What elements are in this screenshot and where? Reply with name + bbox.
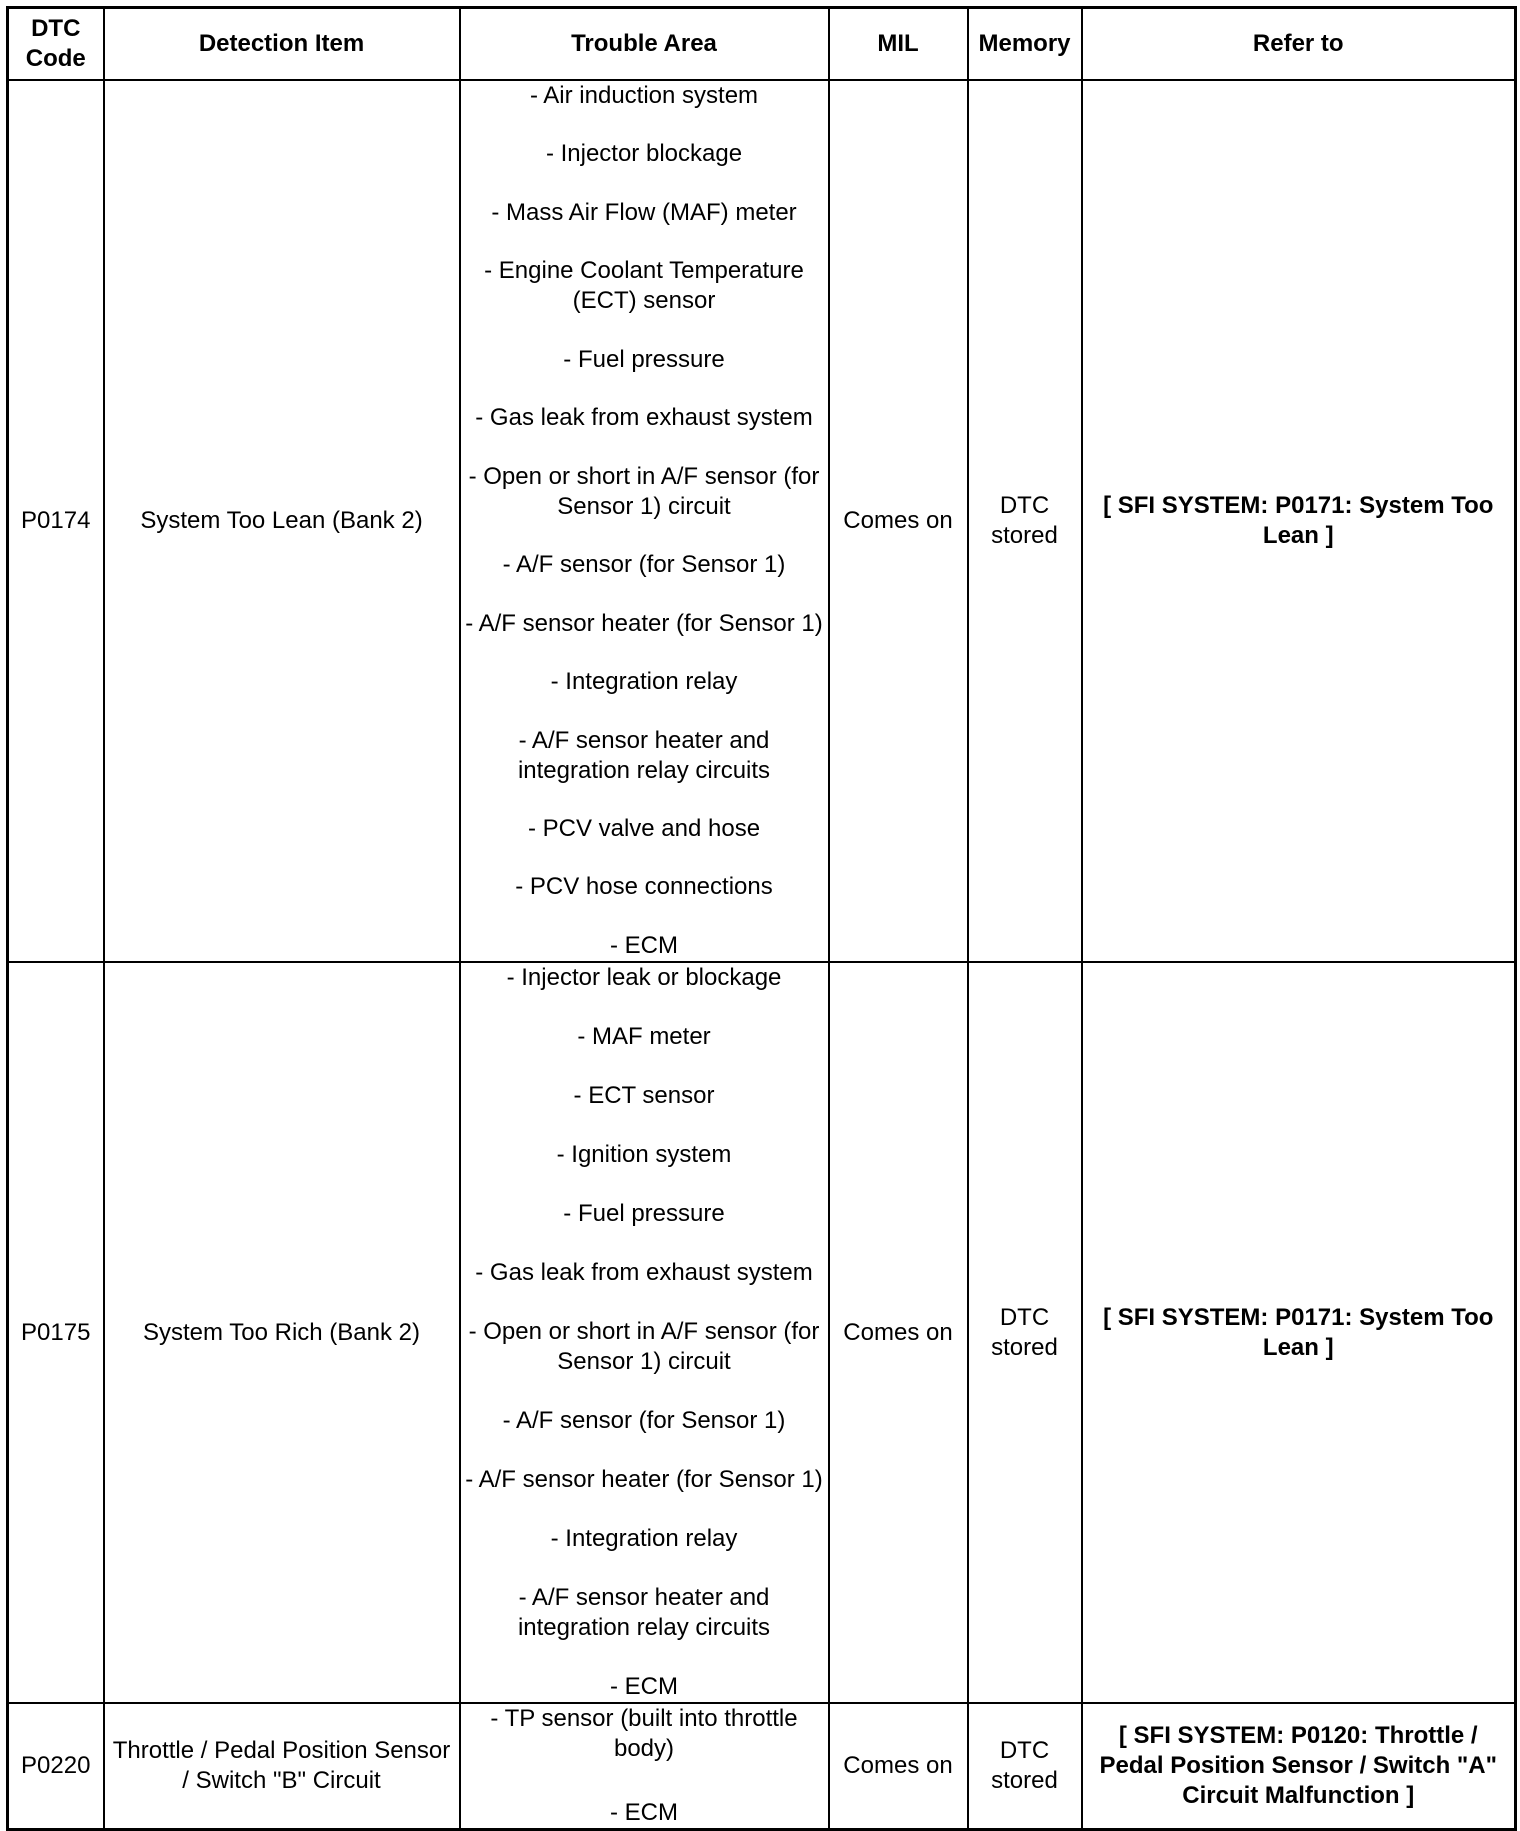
trouble-area-item: - Open or short in A/F sensor (for Sensor 1) circuit: [468, 462, 820, 520]
header-dtc-code: DTC Code: [8, 8, 104, 81]
table-row: [8, 80, 1516, 962]
memory-cell: DTC stored: [968, 1703, 1082, 1829]
trouble-area-item: - Ignition system: [556, 1141, 732, 1168]
trouble-area-item: - Integration relay: [550, 668, 738, 696]
trouble-area-item: - Injector blockage: [545, 140, 743, 168]
mil-cell: Comes on: [829, 1703, 968, 1829]
header-trouble-area: Trouble Area: [460, 8, 829, 81]
trouble-area-item: - Air induction system: [529, 82, 759, 109]
header-mil: MIL: [829, 8, 968, 81]
trouble-area-item: - ECM: [610, 931, 678, 959]
trouble-area-item: - Fuel pressure: [563, 1200, 725, 1227]
trouble-area-item: - Mass Air Flow (MAF) meter: [491, 198, 797, 226]
header-memory: Memory: [968, 8, 1082, 81]
dtc-code-cell: P0220: [8, 1703, 104, 1829]
mil-cell: Comes on: [829, 962, 968, 1703]
trouble-area-item: - Fuel pressure: [563, 345, 725, 373]
refer-to-cell: [ SFI SYSTEM: P0120: Throttle / Pedal Position Sensor / Switch "A" Circuit Malfunction ]: [1082, 1703, 1516, 1829]
trouble-area-item: - MAF meter: [577, 1023, 711, 1050]
detection-item-cell: Throttle / Pedal Position Sensor / Switch "B" Circuit: [104, 1703, 460, 1829]
header-detection-item: Detection Item: [104, 8, 460, 81]
trouble-area-item: - Injector leak or blockage: [506, 964, 782, 991]
refer-to-cell: [ SFI SYSTEM: P0171: System Too Lean ]: [1082, 80, 1516, 962]
trouble-area-item: - TP sensor (built into throttle body): [490, 1705, 798, 1762]
dtc-code-cell: P0175: [8, 962, 104, 1703]
trouble-area-item: - PCV hose connections: [515, 873, 773, 901]
trouble-area-item: - A/F sensor heater and integration relay circuits: [517, 1584, 771, 1641]
trouble-area-cell: [460, 1703, 829, 1829]
trouble-area-list: [465, 963, 824, 1702]
trouble-area-list: [465, 81, 824, 961]
trouble-area-item: - Gas leak from exhaust system: [475, 404, 813, 432]
trouble-area-cell: [460, 962, 829, 1703]
memory-cell: DTC stored: [968, 962, 1082, 1703]
trouble-area-item: - Open or short in A/F sensor (for Sensor 1) circuit: [468, 1318, 820, 1375]
trouble-area-item: - PCV valve and hose: [527, 814, 761, 842]
trouble-area-item: - Engine Coolant Temperature (ECT) sensor: [484, 257, 804, 315]
trouble-area-item: - Gas leak from exhaust system: [475, 1259, 813, 1286]
detection-item-cell: System Too Rich (Bank 2): [104, 962, 460, 1703]
trouble-area-item: - ECT sensor: [573, 1082, 715, 1109]
trouble-area-item: - A/F sensor (for Sensor 1): [502, 551, 786, 579]
trouble-area-item: - A/F sensor heater (for Sensor 1): [465, 609, 823, 637]
trouble-area-item: - ECM: [610, 1673, 678, 1700]
refer-to-cell: [ SFI SYSTEM: P0171: System Too Lean ]: [1082, 962, 1516, 1703]
table-row: [8, 962, 1516, 1703]
dtc-code-cell: P0174: [8, 80, 104, 962]
memory-cell: DTC stored: [968, 80, 1082, 962]
detection-item-cell: System Too Lean (Bank 2): [104, 80, 460, 962]
trouble-area-item: - A/F sensor heater (for Sensor 1): [465, 1466, 823, 1493]
trouble-area-item: - ECM: [610, 1798, 678, 1826]
mil-cell: Comes on: [829, 80, 968, 962]
trouble-area-list: [465, 1704, 824, 1828]
table-header-row: [8, 8, 1516, 81]
trouble-area-item: - Integration relay: [550, 1525, 738, 1552]
table-row: [8, 1703, 1516, 1829]
header-refer-to: Refer to: [1082, 8, 1516, 81]
trouble-area-item: - A/F sensor heater and integration relay circuits: [517, 726, 771, 784]
dtc-table: [6, 6, 1517, 1831]
trouble-area-item: - A/F sensor (for Sensor 1): [502, 1407, 786, 1434]
trouble-area-cell: [460, 80, 829, 962]
